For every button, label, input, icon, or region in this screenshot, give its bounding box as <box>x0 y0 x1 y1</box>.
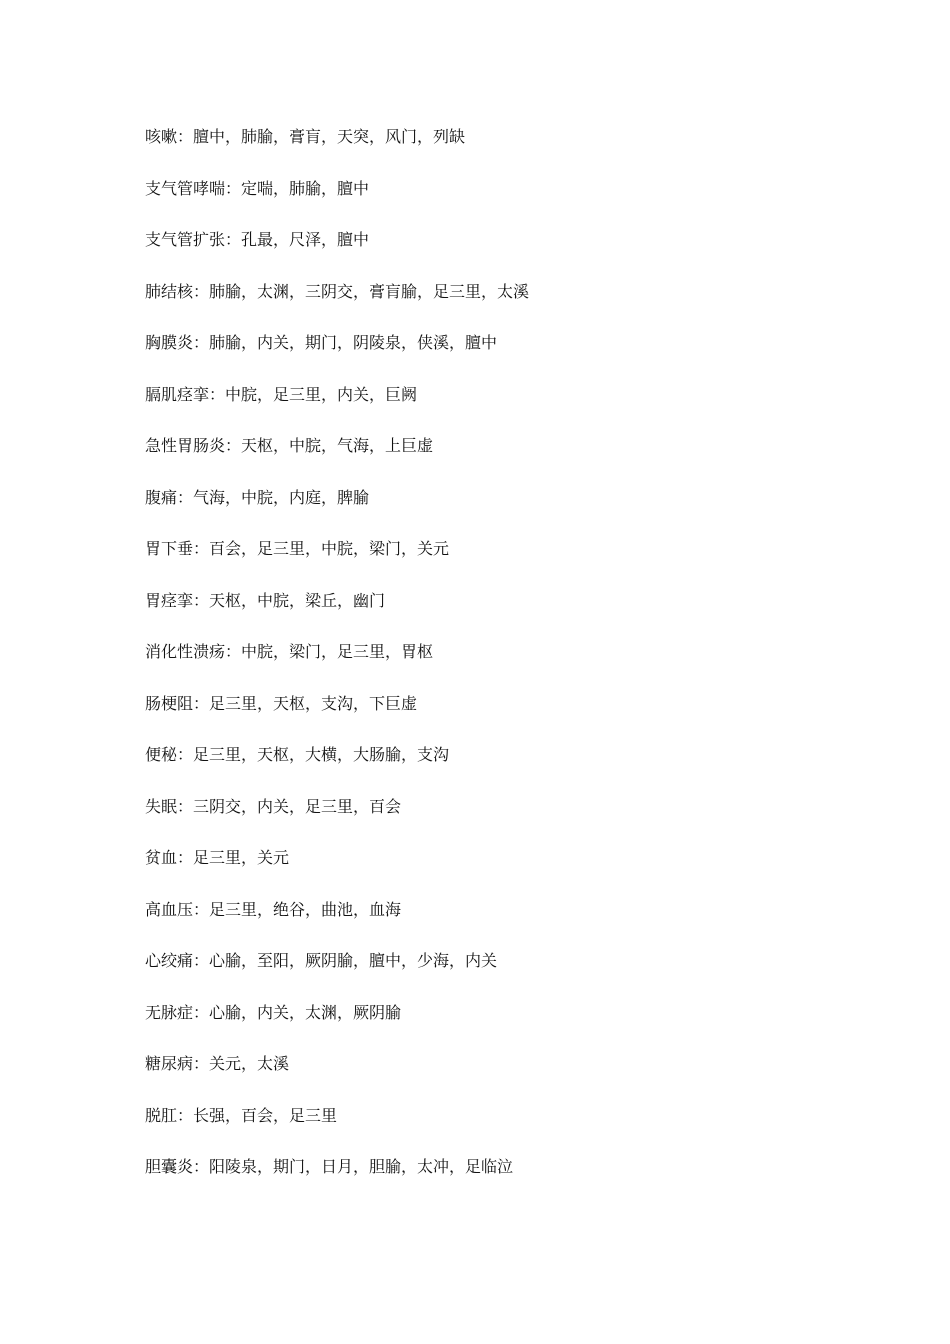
list-item: 贫血：足三里，关元 <box>145 848 290 867</box>
list-item: 消化性溃疡：中脘，梁门，足三里，胃枢 <box>145 642 434 661</box>
list-item: 膈肌痉挛：中脘，足三里，内关，巨阙 <box>145 384 418 404</box>
list-item: 高血压：足三里，绝谷，曲池，血海 <box>145 899 402 919</box>
list-item: 胃痉挛：天枢，中脘，梁丘，幽门 <box>145 590 386 610</box>
list-item: 咳嗽：膻中，肺腧，膏肓，天突，风门，列缺 <box>145 127 466 146</box>
list-item: 胸膜炎：肺腧，内关，期门，阴陵泉，侠溪，膻中 <box>145 333 498 352</box>
list-item: 急性胃肠炎：天枢，中脘，气海，上巨虚 <box>145 436 434 455</box>
list-item: 脱肛：长强，百会，足三里 <box>145 1105 338 1125</box>
acupoint-list <box>145 125 529 1207</box>
list-item: 胆囊炎：阳陵泉，期门，日月，胆腧，太冲，足临泣 <box>145 1157 514 1176</box>
list-item: 糖尿病：关元，太溪 <box>145 1054 290 1073</box>
list-item: 便秘：足三里，天枢，大横，大肠腧，支沟 <box>145 745 450 764</box>
list-item: 心绞痛：心腧，至阳，厥阴腧，膻中，少海，内关 <box>145 951 498 970</box>
list-item: 肺结核：肺腧，太渊，三阴交，膏肓腧，足三里，太溪 <box>145 281 530 301</box>
list-item: 胃下垂：百会，足三里，中脘，梁门，关元 <box>145 539 450 558</box>
list-item: 肠梗阻：足三里，天枢，支沟，下巨虚 <box>145 693 418 713</box>
list-item: 失眠：三阴交，内关，足三里，百会 <box>145 796 402 816</box>
list-item: 支气管哮喘：定喘，肺腧，膻中 <box>145 178 370 198</box>
list-item: 腹痛：气海，中脘，内庭，脾腧 <box>145 487 370 507</box>
list-item: 支气管扩张：孔最，尺泽，膻中 <box>145 230 370 249</box>
list-item: 无脉症：心腧，内关，太渊，厥阴腧 <box>145 1002 402 1022</box>
